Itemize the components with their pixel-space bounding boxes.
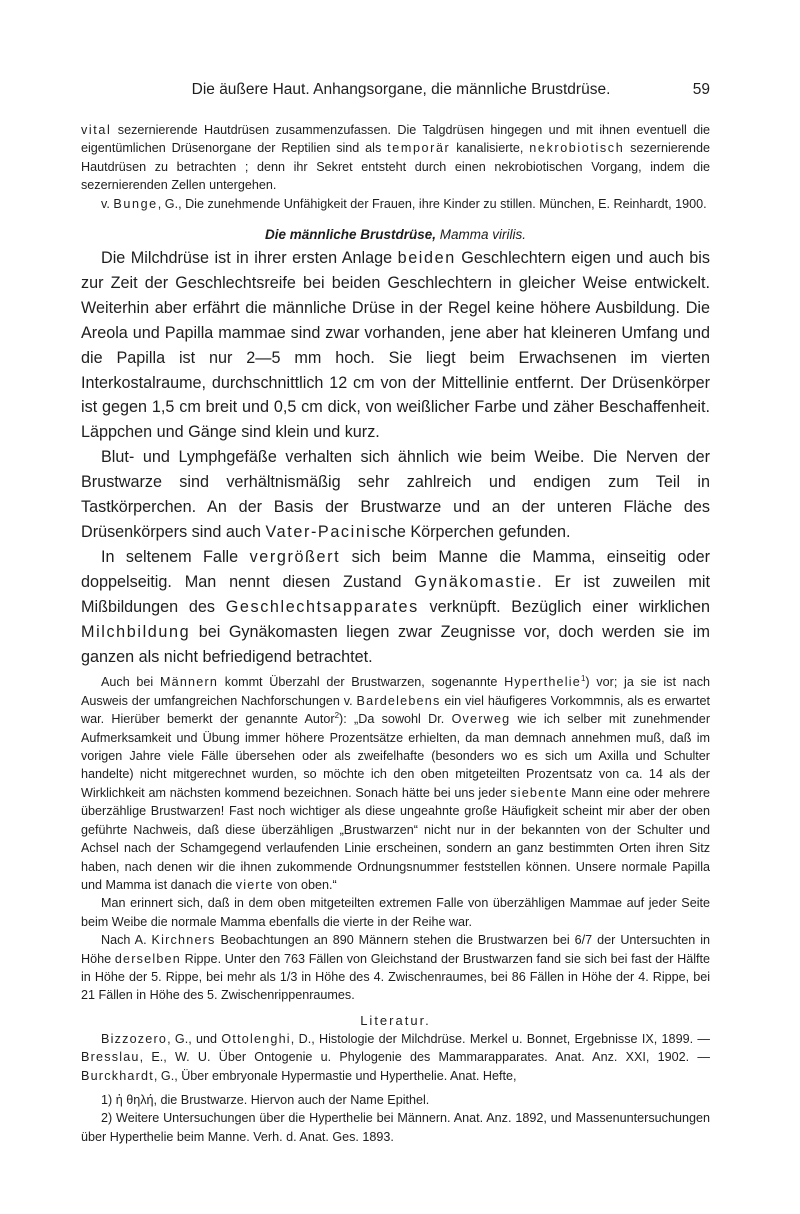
literature-list: Bizzozero, G., und Ottolenghi, D., Histologie der Milchdrüse. Merkel u. Bonnet, Ergebnisse IX, 1899. — Bresslau, E., W. U. Über Ontogenie u. Phylogenie des Mammarapparates. Anat. Anz. XXI, 1902. — Burckhardt, G., Über embryonale Hypermastie und Hyperthelie. Anat. Hefte, — [81, 1031, 710, 1083]
small-paragraph-1: Auch bei Männern kommt Überzahl der Brustwarzen, sogenannte Hyperthelie$^1$) vor; ja sie ist nach Ausweis der umfangreichen Nachforschungen v. Bardelebens ein viel häufigeres Vorkommnis, als es erwartet war. Hierüber bemerkt der genannte Autor$^2$): „Da sowohl Dr. Overweg wie ich selber mit zunehmender Aufmerksamkeit und Übung immer höhere Prozentsätze erhielten, da man demnach annehmen muß, daß im vorigen Jahre viele Fälle übersehen oder als zweifelhafte (besonders wo es sich um Axilla und Schulter handelte) nicht mitgerechnet wurden, so möchte ich den oben mitgeteilten Prozentsatz von ca. 14 als der Wirklichkeit am nächsten kommend bezeichnen. Sonach hätte bei uns jeder siebente Mann eine oder mehrere überzählige Brustwarzen! Fast noch wichtiger als diese ungeahnte große Häufigkeit scheint mir aber der oben geführte Nachweis, daß diese überzähligen „Brustwarzen“ nicht nur in der bekannten von der Schulter und Achsel nach der Schamgegend verlaufenden Linie erscheinen, sondern an ganz bestimmten Orten ihren Sitz haben, nach denen wir die ihnen zukommende Ordnungsnummer feststellen können. Unsere normale Papilla und Mamma ist danach die vierte von oben.“ — [81, 674, 711, 892]
running-header — [81, 81, 710, 103]
body-paragraph-1: Die Milchdrüse ist in ihrer ersten Anlage beiden Geschlechtern eigen und auch bis zur Zeit der Geschlechtsreife bei beiden Geschlechtern in gleicher Weise entwickelt. Weiterhin aber erfährt die männliche Drüse in der Regel keine höhere Ausbildung. Die Areola und Papilla mammae sind zwar vorhanden, jene aber hat kleineren Umfang und die Papilla ist nur 2—5 mm hoch. Sie liegt beim Erwachsenen im vierten Interkostalraume, durchschnittlich 12 cm von der Mittellinie entfernt. Der Drüsenkörper ist gegen 1,5 cm breit und 0,5 cm dick, von weißlicher Farbe und zäher Beschaffenheit. Läppchen und Gänge sind klein und kurz. — [81, 249, 710, 442]
intro-reference: v. Bunge, G., Die zunehmende Unfähigkeit der Frauen, ihre Kinder zu stillen. München, E. Reinhardt, 1900. — [101, 196, 707, 211]
footnote-1: 1) ἡ θηλή, die Brustwarze. Hiervon auch der Name Epithel. — [101, 1092, 430, 1107]
page-number: 59 — [692, 81, 710, 98]
page-body — [81, 121, 710, 1146]
body-paragraph-3: In seltenem Falle vergrößert sich beim Manne die Mamma, einseitig oder doppelseitig. Man nennt diesen Zustand Gynäkomastie. Er ist zuweilen mit Mißbildungen des Geschlechtsapparates verknüpft. Bezüglich einer wirklichen Milchbildung bei Gynäkomasten liegen zwar Zeugnisse vor, doch werden sie im ganzen als nicht befriedigend betrachtet. — [81, 547, 710, 666]
section-title: Die männliche Brustdrüse, Mamma virilis. — [264, 227, 527, 243]
literature-heading: Literatur. — [360, 1012, 431, 1028]
footnote-2: 2) Weitere Untersuchungen über die Hyperthelie bei Männern. Anat. Anz. 1892, und Massenuntersuchungen über Hyperthelie beim Manne. Verh. d. Anat. Ges. 1893. — [81, 1111, 710, 1144]
small-paragraph-2: Man erinnert sich, daß in dem oben mitgeteilten extremen Falle von überzähligen Mammae auf jeder Seite beim Weibe die normale Mamma ebenfalls die vierte in der Reihe war. — [81, 896, 710, 929]
small-paragraph-3: Nach A. Kirchners Beobachtungen an 890 Männern stehen die Brustwarzen bei 6/7 der Untersuchten in Höhe derselben Rippe. Unter den 763 Fällen von Gleichstand der Brustwarzen fand sie sich bei fast der Hälfte in Höhe der 5. Rippe, bei mehr als 1/3 in Höhe des 4. Zwischenraumes, bei 86 Fällen in Höhe der 4. Rippe, bei 21 Fällen in Höhe des 5. Zwischenrippenraumes. — [81, 933, 711, 1003]
intro-paragraph-1: vital sezernierende Hautdrüsen zusammenzufassen. Die Talgdrüsen hingegen und mit ihnen eventuell die eigentümlichen Drüsenorgane der Reptilien sind als temporär kanalisierte, nekrobiotisch sezernierende Hautdrüsen zu betrachten ; denn ihr Sekret entsteht durch einen nekrobiotischen Vorgang, indem die sezernierenden Zellen untergehen. — [81, 123, 710, 193]
running-title: Die äußere Haut. Anhangsorgane, die männliche Brustdrüse. — [191, 81, 611, 98]
body-paragraph-2: Blut- und Lymphgefäße verhalten sich ähnlich wie beim Weibe. Die Nerven der Brustwarze sind verhältnismäßig sehr zahlreich und endigen zum Teil in Tastkörperchen. An der Basis der Brustwarze und an der unteren Fläche des Drüsenkörpers sind auch Vater-Pacinische Körperchen gefunden. — [81, 448, 710, 541]
